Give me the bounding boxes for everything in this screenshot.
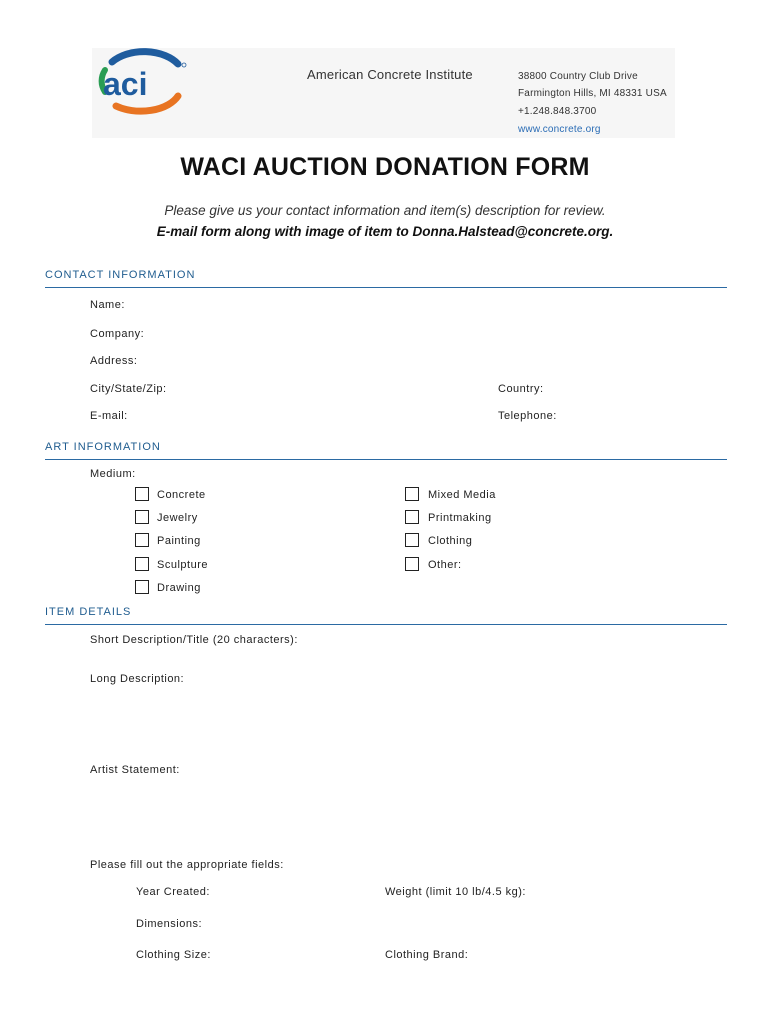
checkbox-clothing[interactable] [405,533,419,547]
telephone-field[interactable] [560,407,727,423]
option-label-printmaking: Printmaking [428,512,492,524]
svg-text:aci: aci [103,66,148,102]
option-label-other: Other: [428,559,462,571]
address-line-2: Farmington Hills, MI 48331 USA [518,88,667,99]
company-field[interactable] [145,325,727,341]
option-label-drawing: Drawing [157,582,201,594]
section-heading-art: ART INFORMATION [45,441,161,453]
name-label: Name: [90,299,125,311]
section-divider [45,287,727,288]
weight-field[interactable] [525,883,727,899]
website-link[interactable]: www.concrete.org [518,124,601,135]
address-label: Address: [90,355,138,367]
artist-statement-field[interactable] [90,781,727,851]
country-label: Country: [498,383,544,395]
city-state-zip-field[interactable] [170,380,490,396]
checkbox-jewelry[interactable] [135,510,149,524]
email-field[interactable] [130,407,490,423]
option-label-concrete: Concrete [157,489,206,501]
other-medium-field[interactable] [470,556,727,572]
company-label: Company: [90,328,145,340]
section-divider [45,624,727,625]
dimensions-field[interactable] [203,915,727,931]
checkbox-mixed-media[interactable] [405,487,419,501]
short-description-label: Short Description/Title (20 characters): [90,634,298,646]
name-field[interactable] [130,296,727,312]
artist-statement-label: Artist Statement: [90,764,180,776]
organization-name: American Concrete Institute [307,67,473,82]
checkbox-other[interactable] [405,557,419,571]
form-instruction: Please give us your contact information and item(s) description for review. [164,203,606,218]
year-created-label: Year Created: [136,886,210,898]
short-description-field[interactable] [296,631,727,647]
city-state-zip-label: City/State/Zip: [90,383,167,395]
section-heading-contact: CONTACT INFORMATION [45,269,196,281]
option-label-jewelry: Jewelry [157,512,198,524]
email-instruction: E-mail form along with image of item to Donna.Halstead@concrete.org. [156,224,614,239]
long-description-field[interactable] [90,690,727,760]
year-created-field[interactable] [212,883,377,899]
country-field[interactable] [548,380,727,396]
checkbox-sculpture[interactable] [135,557,149,571]
section-heading-item: ITEM DETAILS [45,606,132,618]
checkbox-painting[interactable] [135,533,149,547]
section-divider [45,459,727,460]
option-label-mixed-media: Mixed Media [428,489,496,501]
telephone-label: Telephone: [498,410,557,422]
aci-logo [92,48,192,120]
medium-label: Medium: [90,468,136,480]
address-field[interactable] [138,352,727,368]
option-label-sculpture: Sculpture [157,559,208,571]
address-line-1: 38800 Country Club Drive [518,71,638,82]
form-title: WACI AUCTION DONATION FORM [180,153,590,181]
clothing-brand-field[interactable] [470,946,727,962]
option-label-clothing: Clothing [428,535,473,547]
clothing-size-label: Clothing Size: [136,949,211,961]
clothing-brand-label: Clothing Brand: [385,949,469,961]
option-label-painting: Painting [157,535,201,547]
email-label: E-mail: [90,410,128,422]
phone-number: +1.248.848.3700 [518,106,597,117]
dimensions-label: Dimensions: [136,918,203,930]
fill-fields-instruction: Please fill out the appropriate fields: [90,859,284,871]
weight-label: Weight (limit 10 lb/4.5 kg): [385,886,526,898]
long-description-label: Long Description: [90,673,185,685]
checkbox-printmaking[interactable] [405,510,419,524]
checkbox-drawing[interactable] [135,580,149,594]
checkbox-concrete[interactable] [135,487,149,501]
clothing-size-field[interactable] [210,946,377,962]
